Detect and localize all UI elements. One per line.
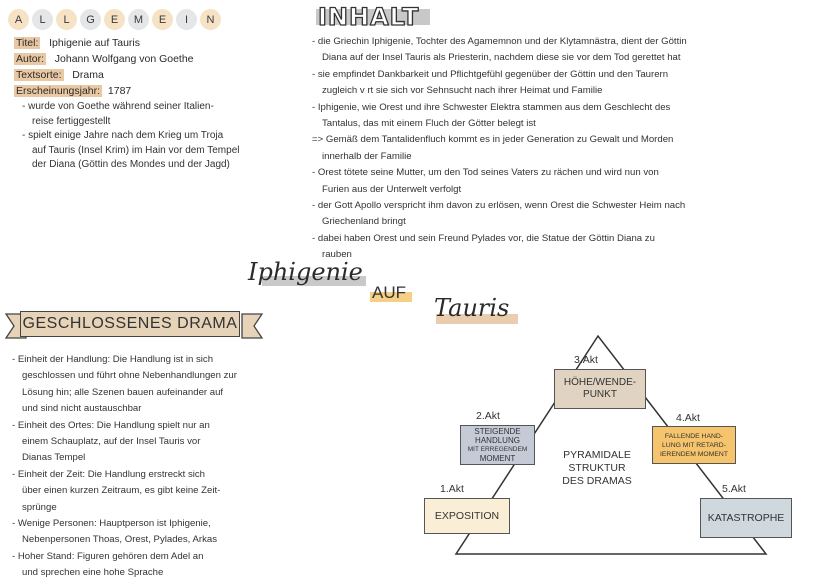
drama-line: und sind nicht austauschbar (22, 403, 142, 415)
center-title-word1: Iphigenie (248, 258, 363, 286)
heading-letter: E (104, 9, 125, 30)
box-line: FALLENDE HAND- (664, 432, 724, 440)
general-notes (22, 100, 302, 173)
center-title-word2: AUF (372, 283, 406, 302)
box-line: HÖHE/WENDE- (563, 377, 637, 388)
content-line: innerhalb der Familie (322, 150, 412, 162)
heading-letter: E (152, 9, 173, 30)
drama-line: geschlossen und führt ohne Nebenhandlungen zur (22, 370, 237, 382)
act4-box (652, 426, 736, 464)
title-value: Iphigenie auf Tauris (49, 37, 141, 49)
act2-box (460, 425, 535, 465)
content-line: - dabei haben Orest und sein Freund Pylades vor, die Statue der Göttin Diana zu (312, 232, 655, 244)
box-line: PUNKT (583, 389, 617, 400)
drama-line: über einen kurzen Zeitraum, es gibt keine Zeit- (22, 485, 221, 497)
drama-line: Lösung hin; alle Szenen bauen aufeinander auf (22, 386, 224, 398)
drama-line: und sprechen eine hohe Sprache (22, 567, 164, 579)
author-line (14, 52, 194, 67)
content-line: => Gemäß dem Tantalidenfluch kommt es in jeder Generation zu Gewalt und Morden (312, 134, 674, 146)
year-value: 1787 (107, 85, 132, 97)
box-line: MOMENT (479, 454, 516, 463)
genre-line (14, 68, 104, 83)
drama-line: einem Schauplatz, auf der Insel Tauris vor (22, 436, 201, 448)
drama-heading: GESCHLOSSENES DRAMA (20, 311, 240, 337)
content-line: zugleich v rt sie sich vor Sehnsucht nach ihrer Heimat und Familie (322, 85, 603, 97)
center-title-word3: Tauris (434, 294, 510, 322)
note-line: der Diana (Göttin des Mondes und der Jagd) (32, 159, 230, 170)
note-line: auf Tauris (Insel Krim) im Hain vor dem Tempel (32, 144, 240, 156)
act2-label: 2.Akt (476, 410, 500, 422)
drama-line: - Hoher Stand: Figuren gehören dem Adel an (12, 550, 204, 562)
content-line: Griechenland bringt (322, 216, 406, 228)
content-line: rauben (322, 249, 352, 261)
content-line: Diana auf der Insel Tauris als Priesterin, nachdem diese sie vor dem Tod gerettet hat (322, 52, 681, 64)
author-label: Autor: (16, 53, 45, 65)
heading-letter: N (200, 9, 221, 30)
content-line: - sie empfindet Dankbarkeit und Pflichtgefühl gegenüber der Göttin und den Taurern (312, 68, 669, 80)
heading-letter: L (32, 9, 53, 30)
act1-box (424, 498, 510, 534)
heading-letter: A (8, 9, 29, 30)
heading-letter: L (56, 9, 77, 30)
heading-letter: I (176, 9, 197, 30)
drama-list (12, 352, 284, 582)
drama-line: - Einheit des Ortes: Die Handlung spielt nur an (12, 419, 210, 431)
content-line: - der Gott Apollo verspricht ihm davon zu erlösen, wenn Orest die Schwester Heim nach (312, 200, 686, 212)
box-line: KATASTROPHE (707, 512, 785, 524)
pyramid-center-text (550, 449, 644, 488)
box-line: MIT ERREGENDEM (467, 446, 528, 453)
act3-box (554, 369, 646, 409)
act5-label: 5.Akt (722, 483, 746, 495)
heading-letter: G (80, 9, 101, 30)
heading-letter: M (128, 9, 149, 30)
center-line: PYRAMIDALE (563, 449, 631, 461)
note-line: - wurde von Goethe während seiner Italien- (22, 101, 214, 112)
act1-label: 1.Akt (440, 483, 464, 495)
year-label: Erscheinungsjahr: (16, 85, 101, 97)
content-line: - Iphigenie, wie Orest und ihre Schwester Elektra stammen aus dem Geschlecht des (312, 101, 671, 113)
content-line: - die Griechin Iphigenie, Tochter des Agamemnon und der Klytamnästra, dient der Göttin (312, 36, 687, 47)
note-line: - spielt einige Jahre nach dem Krieg um Troja (22, 130, 224, 141)
drama-line: Nebenpersonen Thoas, Orest, Pylades, Arkas (22, 534, 218, 546)
content-line: - Orest tötete seine Mutter, um den Tod seines Vaters zu rächen und wird nun von (312, 167, 659, 179)
title-line (14, 36, 140, 51)
box-line: EXPOSITION (434, 510, 500, 522)
drama-line: Dianas Tempel (22, 452, 86, 464)
drama-line: sprünge (22, 501, 57, 513)
box-line: IERENDEM MOMENT (660, 450, 728, 458)
content-list (312, 34, 824, 264)
genre-label: Textsorte: (16, 69, 62, 81)
title-label: Titel: (16, 37, 39, 49)
center-line: DES DRAMAS (562, 475, 632, 487)
genre-value: Drama (72, 69, 104, 81)
drama-line: - Einheit der Zeit: Die Handlung erstreckt sich (12, 468, 206, 480)
year-line (14, 84, 131, 99)
content-line: Furien aus der Unterwelt verfolgt (322, 183, 462, 195)
allgemein-heading (8, 9, 221, 30)
note-line: reise fertiggestellt (32, 115, 111, 127)
content-line: Tantalus, das mit einem Fluch der Götter belegt ist (322, 118, 536, 130)
act3-label: 3.Akt (574, 354, 598, 366)
author-value: Johann Wolfgang von Goethe (54, 53, 194, 65)
drama-line: - Einheit der Handlung: Die Handlung ist in sich (12, 354, 214, 365)
box-line: STEIGENDE (474, 427, 521, 436)
act5-box (700, 498, 792, 538)
drama-line: - Wenige Personen: Hauptperson ist Iphigenie, (12, 518, 211, 530)
box-line: HANDLUNG (475, 436, 520, 445)
box-line: LUNG MIT RETARD- (662, 441, 726, 449)
center-line: STRUKTUR (568, 462, 626, 474)
inhalt-heading: INHALT (318, 3, 420, 31)
act4-label: 4.Akt (676, 412, 700, 424)
